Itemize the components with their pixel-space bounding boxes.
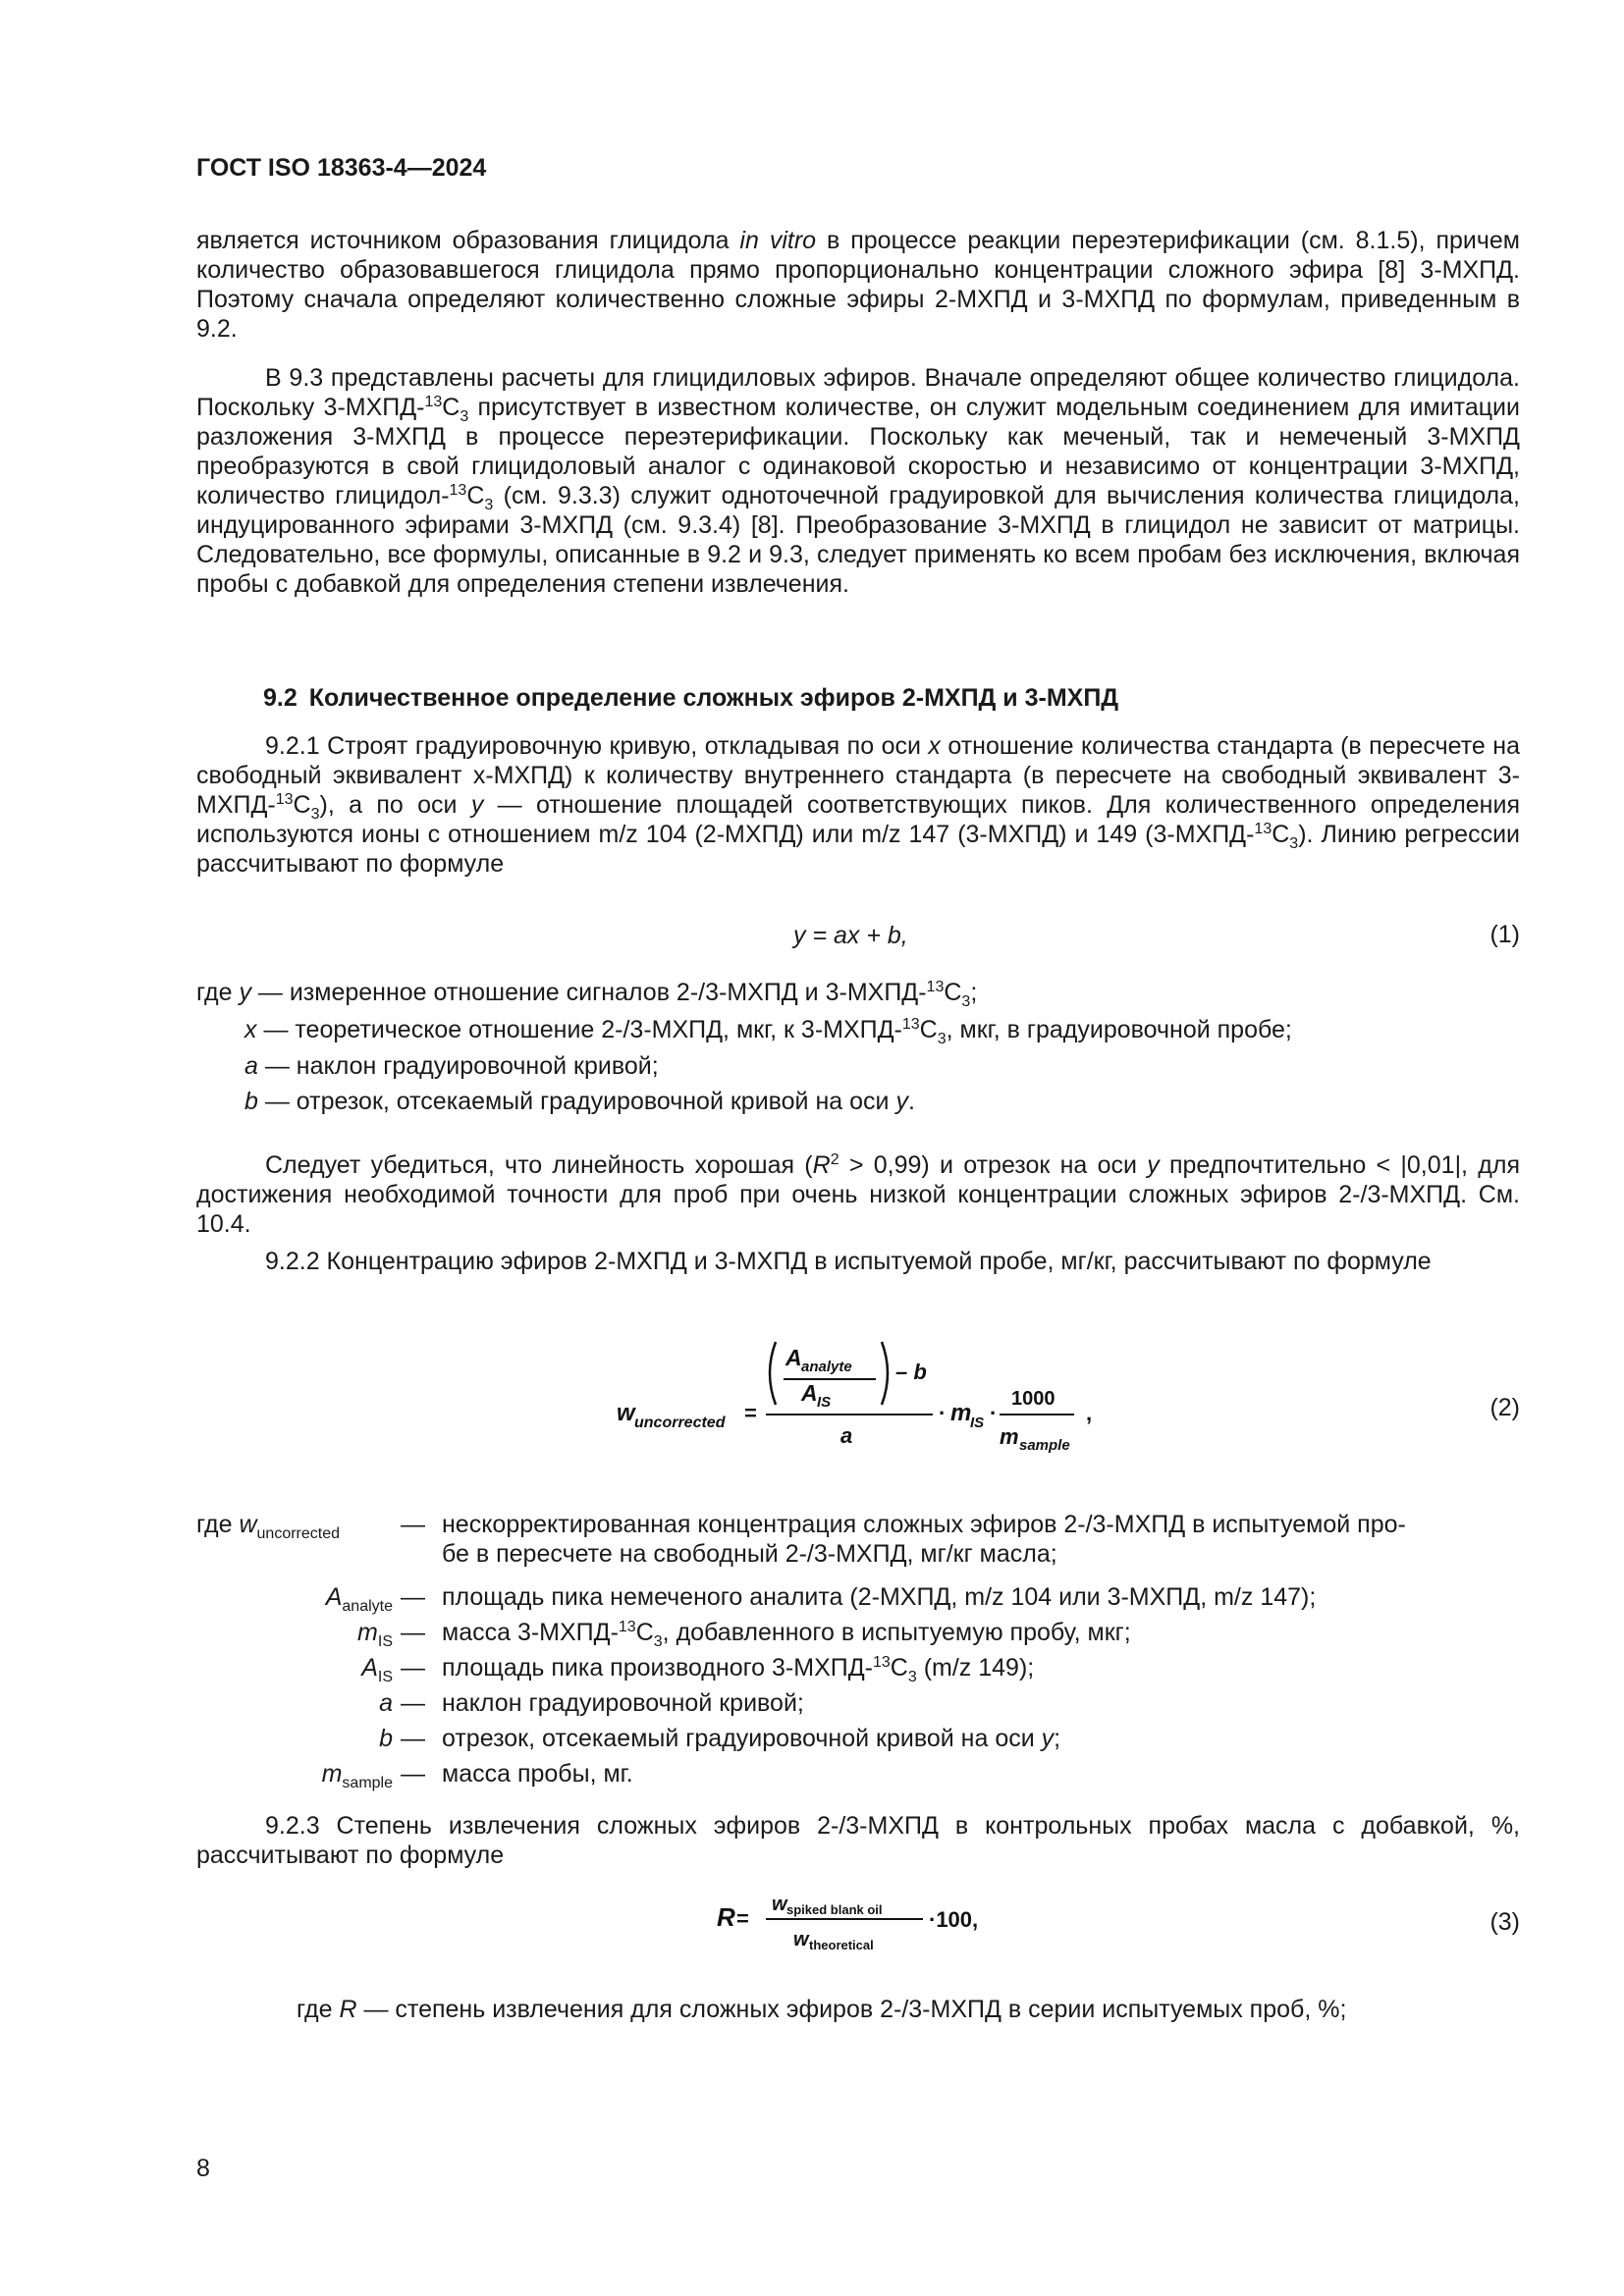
legend-2-text-b: отрезок, отсекаемый градуировочной кривой на оси y; <box>442 1725 1061 1752</box>
legend-2-text-m-sample: масса пробы, мг. <box>442 1760 633 1788</box>
eq3-r: R <box>717 1902 735 1932</box>
eq2-left-paren <box>770 1342 776 1405</box>
legend-2-dash-a: — <box>401 1689 425 1717</box>
intro-paragraph-1: является источником образования глицидола in vitro в процессе реакции переэтерификации (см. 8.1.5), причем количество образовавшегося глицидола прямо пропорционально концентрации сложного эфира [8] 3-МХПД. Поэтому сначала определяют количественно сложные эфиры 2-МХПД и 3-МХПД по формулам, приведенным в 9.2. <box>196 227 1520 343</box>
eq2-w: w <box>617 1400 635 1426</box>
legend-2-text-a: наклон градуировочной кривой; <box>442 1689 804 1717</box>
eq2-a-analyte-sub: analyte <box>801 1359 852 1375</box>
legend-2-text-w: нескорректированная концентрация сложных эфиров 2-/3-МХПД в испытуемой про- бе в пересчете на свободный 2-/3-МХПД, мг/кг масла; <box>442 1511 1406 1568</box>
equation-3 <box>715 1883 1029 1961</box>
equation-3-formula <box>715 1883 1029 1961</box>
paragraph-9-2-3: 9.2.3 Степень извлечения сложных эфиров 2-/3-МХПД в контрольных пробах масла с добавкой, %, рассчитывают по формуле <box>196 1812 1520 1869</box>
eq3-num-sub: spiked blank oil <box>786 1902 883 1917</box>
eq2-m-sample: m <box>1000 1424 1019 1449</box>
eq3-den-w: w <box>793 1929 809 1950</box>
paragraph-9-2-1: 9.2.1 Строят градуировочную кривую, откладывая по оси x отношение количества стандарта (в пересчете на свободный эквивалент х-МХПД) к количеству внутреннего стандарта (в пересчете на свободный эквивалент $3-МХПД-^{13}C_3$), а по оси y — отношение площадей соответствующих пиков. Для количественного определения используются ионы с отношением m/z 104 (2-МХПД) или m/z 147 (3-МХПД) и 149 $(3-МХПД-^{13}C_3)$. Линию регрессии рассчитывают по формуле <box>196 732 1520 878</box>
equation-2-formula <box>609 1330 1119 1468</box>
equation-3-number: (3) <box>1489 1908 1520 1936</box>
eq3-num-w: w <box>772 1894 787 1915</box>
legend-2-sym-a-analyte: $A_{analyte}$ <box>325 1583 393 1615</box>
eq2-m-sample-sub: sample <box>1019 1437 1070 1454</box>
legend-2-dash-b: — <box>401 1725 425 1752</box>
paragraph-9-2-2: 9.2.2 Концентрацию эфиров 2-МХПД и 3-МХПД в испытуемой пробе, мг/кг, рассчитывают по формуле <box>265 1248 1432 1275</box>
legend-2-sym-a: a <box>379 1689 393 1717</box>
eq2-comma: , <box>1086 1401 1093 1425</box>
eq2-a-is-sub: IS <box>817 1394 832 1411</box>
legend-3-row-r: где R — степень извлечения для сложных эфиров 2-/3-МХПД в серии испытуемых проб, %; <box>297 1996 1347 2023</box>
page-number: 8 <box>196 2155 210 2182</box>
equation-1: y = ax + b, <box>793 922 908 949</box>
eq2-m-is: m <box>950 1400 972 1426</box>
eq2-dot-1: · <box>939 1401 947 1425</box>
legend-2-dash-w: — <box>401 1511 425 1538</box>
eq2-minus-b: – b <box>895 1360 927 1384</box>
legend-2-dash-a-analyte: — <box>401 1583 425 1611</box>
document-header: ГОСТ ISO 18363-4—2024 <box>196 154 487 182</box>
eq3-den-sub: theoretical <box>809 1938 874 1952</box>
eq3-tail: ·100, <box>929 1907 979 1932</box>
eq2-w-sub: uncorrected <box>634 1415 726 1431</box>
legend-2-dash-m-is: — <box>401 1619 425 1646</box>
eq2-equals: = <box>744 1401 757 1425</box>
equation-1-number: (1) <box>1489 921 1520 948</box>
equation-2 <box>609 1330 1119 1468</box>
eq2-1000: 1000 <box>1011 1388 1056 1410</box>
legend-1-row-a: a — наклон градуировочной кривой; <box>244 1052 659 1080</box>
equation-2-number: (2) <box>1489 1394 1520 1421</box>
eq3-equals: = <box>736 1906 749 1931</box>
eq2-a: a <box>840 1423 853 1448</box>
eq2-right-paren <box>882 1342 888 1405</box>
eq2-a-is: A <box>801 1380 818 1406</box>
legend-2-sym-m-is: $m_{IS}$ <box>357 1619 393 1650</box>
intro-paragraph-2: В 9.3 представлены расчеты для глицидиловых эфиров. Вначале определяют общее количество глицидола. Поскольку $3-МХПД-^{13}C_3$ присутствует в известном количестве, он служит модельным соединением для имитации разложения 3-МХПД в процессе переэтерификации. Поскольку как меченый, так и немеченый 3-МХПД преобразуются в свой глицидоловый аналог с одинаковой скоростью и независимо от концентрации 3-МХПД, количество глицидол-$^{13}C_3$ (см. 9.3.3) служит одноточечной градуировкой для вычисления количества глицидола, индуцированного эфирами 3-МХПД (см. 9.3.4) [8]. Преобразование 3-МХПД в глицидол не зависит от матрицы. Следовательно, все формулы, описанные в 9.2 и 9.3, следует применять ко всем пробам без исключения, включая пробы с добавкой для определения степени извлечения. <box>196 364 1520 598</box>
legend-1-row-y: где y — измеренное отношение сигналов 2-/3-МХПД и $3-МХПД-^{13}C_3$; <box>196 979 978 1010</box>
legend-1-row-x: x — теоретическое отношение 2-/3-МХПД, мкг, к $3-МХПД-^{13}C_3$, мкг, в градуировочной пробе; <box>244 1016 1292 1047</box>
legend-1-row-b: b — отрезок, отсекаемый градуировочной кривой на оси y. <box>244 1088 915 1115</box>
eq2-dot-2: · <box>990 1401 998 1425</box>
legend-2-sym-m-sample: $m_{sample}$ <box>321 1760 393 1791</box>
legend-2-row-w: где $w_{uncorrected}$ <box>196 1511 341 1542</box>
paragraph-linearity: Следует убедиться, что линейность хорошая $(R^2 > 0,99)$ и отрезок на оси y предпочтительно < |0,01|, для достижения необходимой точности для проб при очень низкой концентрации сложных эфиров 2-/3-МХПД. См. 10.4. <box>196 1151 1520 1238</box>
section-heading: 9.2 Количественное определение сложных эфиров 2-МХПД и 3-МХПД <box>263 684 1119 712</box>
legend-2-text-a-is: площадь пика производного $3-МХПД-^{13}C_3$ (m/z 149); <box>442 1654 1035 1685</box>
legend-2-dash-m-sample: — <box>401 1760 425 1788</box>
legend-2-sym-b: b <box>379 1725 393 1752</box>
eq2-m-is-sub: IS <box>970 1415 985 1431</box>
legend-2-text-a-analyte: площадь пика немеченого аналита (2-МХПД, m/z 104 или 3-МХПД, m/z 147); <box>442 1583 1317 1611</box>
eq2-a-analyte: A <box>785 1345 802 1370</box>
legend-2-dash-a-is: — <box>401 1654 425 1682</box>
legend-2-text-m-is: масса $3-МХПД-^{13}C_3$, добавленного в испытуемую пробу, мкг; <box>442 1619 1131 1650</box>
legend-2-sym-a-is: $A_{IS}$ <box>361 1654 393 1685</box>
